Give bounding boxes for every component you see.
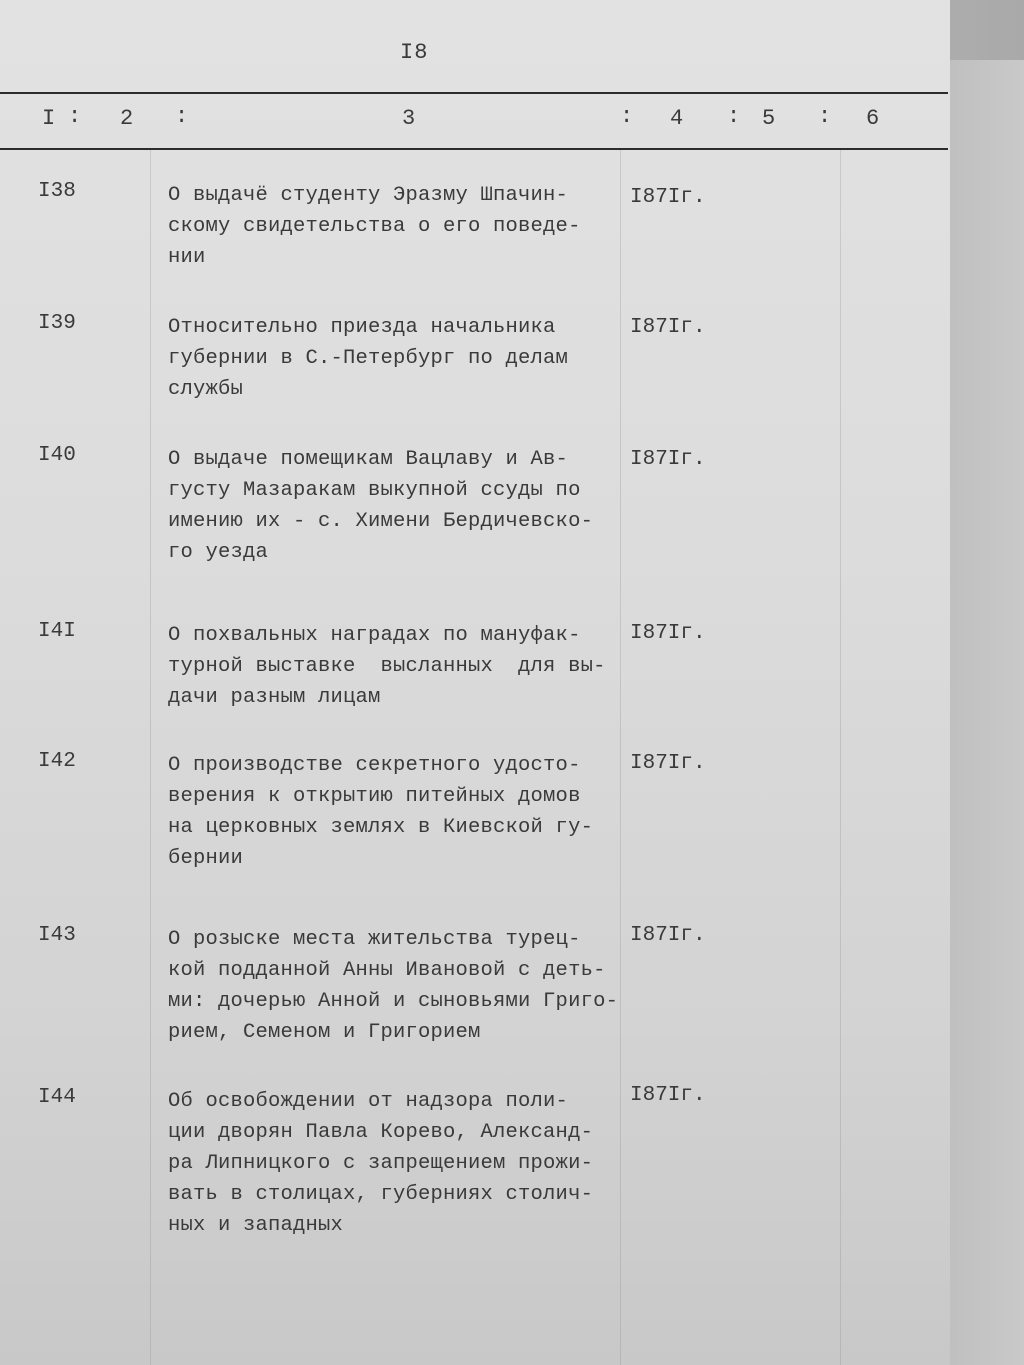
column-separator: : (175, 104, 189, 129)
entry-number: I39 (38, 312, 76, 335)
entry-number: I40 (38, 444, 76, 467)
column-header-3: 3 (402, 106, 416, 131)
entry-number: I38 (38, 180, 76, 203)
entry-number: I43 (38, 924, 76, 947)
entry-year: I87Iг. (630, 924, 706, 947)
entry-year: I87Iг. (630, 316, 706, 339)
header-bottom-rule (0, 148, 948, 150)
header-top-rule (0, 92, 948, 94)
entry-description: О выдаче помещикам Вацлаву и Ав- густу Мазаракам выкупной ссуды по имению их - с. Химени Бердичевско- го уезда (168, 448, 594, 564)
entry-description: О похвальных наградах по мануфак- турной выставке высланных для вы- дачи разным лицам (168, 624, 606, 709)
column-separator: : (818, 104, 832, 129)
entry-description: Об освобождении от надзора поли- ции дворян Павла Корево, Александ- ра Липницкого с запрещением прожи- вать в столицах, губерниях столич- ных и западных (168, 1090, 594, 1237)
column-separator: : (620, 104, 634, 129)
column-separator: : (727, 104, 741, 129)
column-header-4: 4 (670, 106, 684, 131)
entry-description: О выдачё студенту Эразму Шпачин- скому свидетельства о его поведе- нии (168, 184, 581, 269)
column-separator: : (68, 104, 82, 129)
entry-year: I87Iг. (630, 448, 706, 471)
entry-number: I44 (38, 1086, 76, 1109)
entry-year: I87Iг. (630, 752, 706, 775)
column-guide-line (840, 150, 841, 1365)
column-guide-line (150, 150, 151, 1365)
entry-year: I87Iг. (630, 1084, 706, 1107)
column-header-1: I (42, 106, 56, 131)
column-header-6: 6 (866, 106, 880, 131)
entry-description: О розыске места жительства турец- кой подданной Анны Ивановой с деть- ми: дочерью Анной и сыновьями Григо- рием, Семеном и Григорием (168, 928, 619, 1044)
entry-description: О производстве секретного удосто- верения к открытию питейных домов на церковных землях в Киевской гу- бернии (168, 754, 594, 870)
entry-description: Относительно приезда начальника губернии в С.-Петербург по делам службы (168, 316, 569, 401)
entry-year: I87Iг. (630, 186, 706, 209)
entry-number: I42 (38, 750, 76, 773)
column-header-5: 5 (762, 106, 776, 131)
page-number: I8 (400, 40, 429, 65)
entry-number: I4I (38, 620, 76, 643)
column-header-2: 2 (120, 106, 134, 131)
entry-year: I87Iг. (630, 622, 706, 645)
